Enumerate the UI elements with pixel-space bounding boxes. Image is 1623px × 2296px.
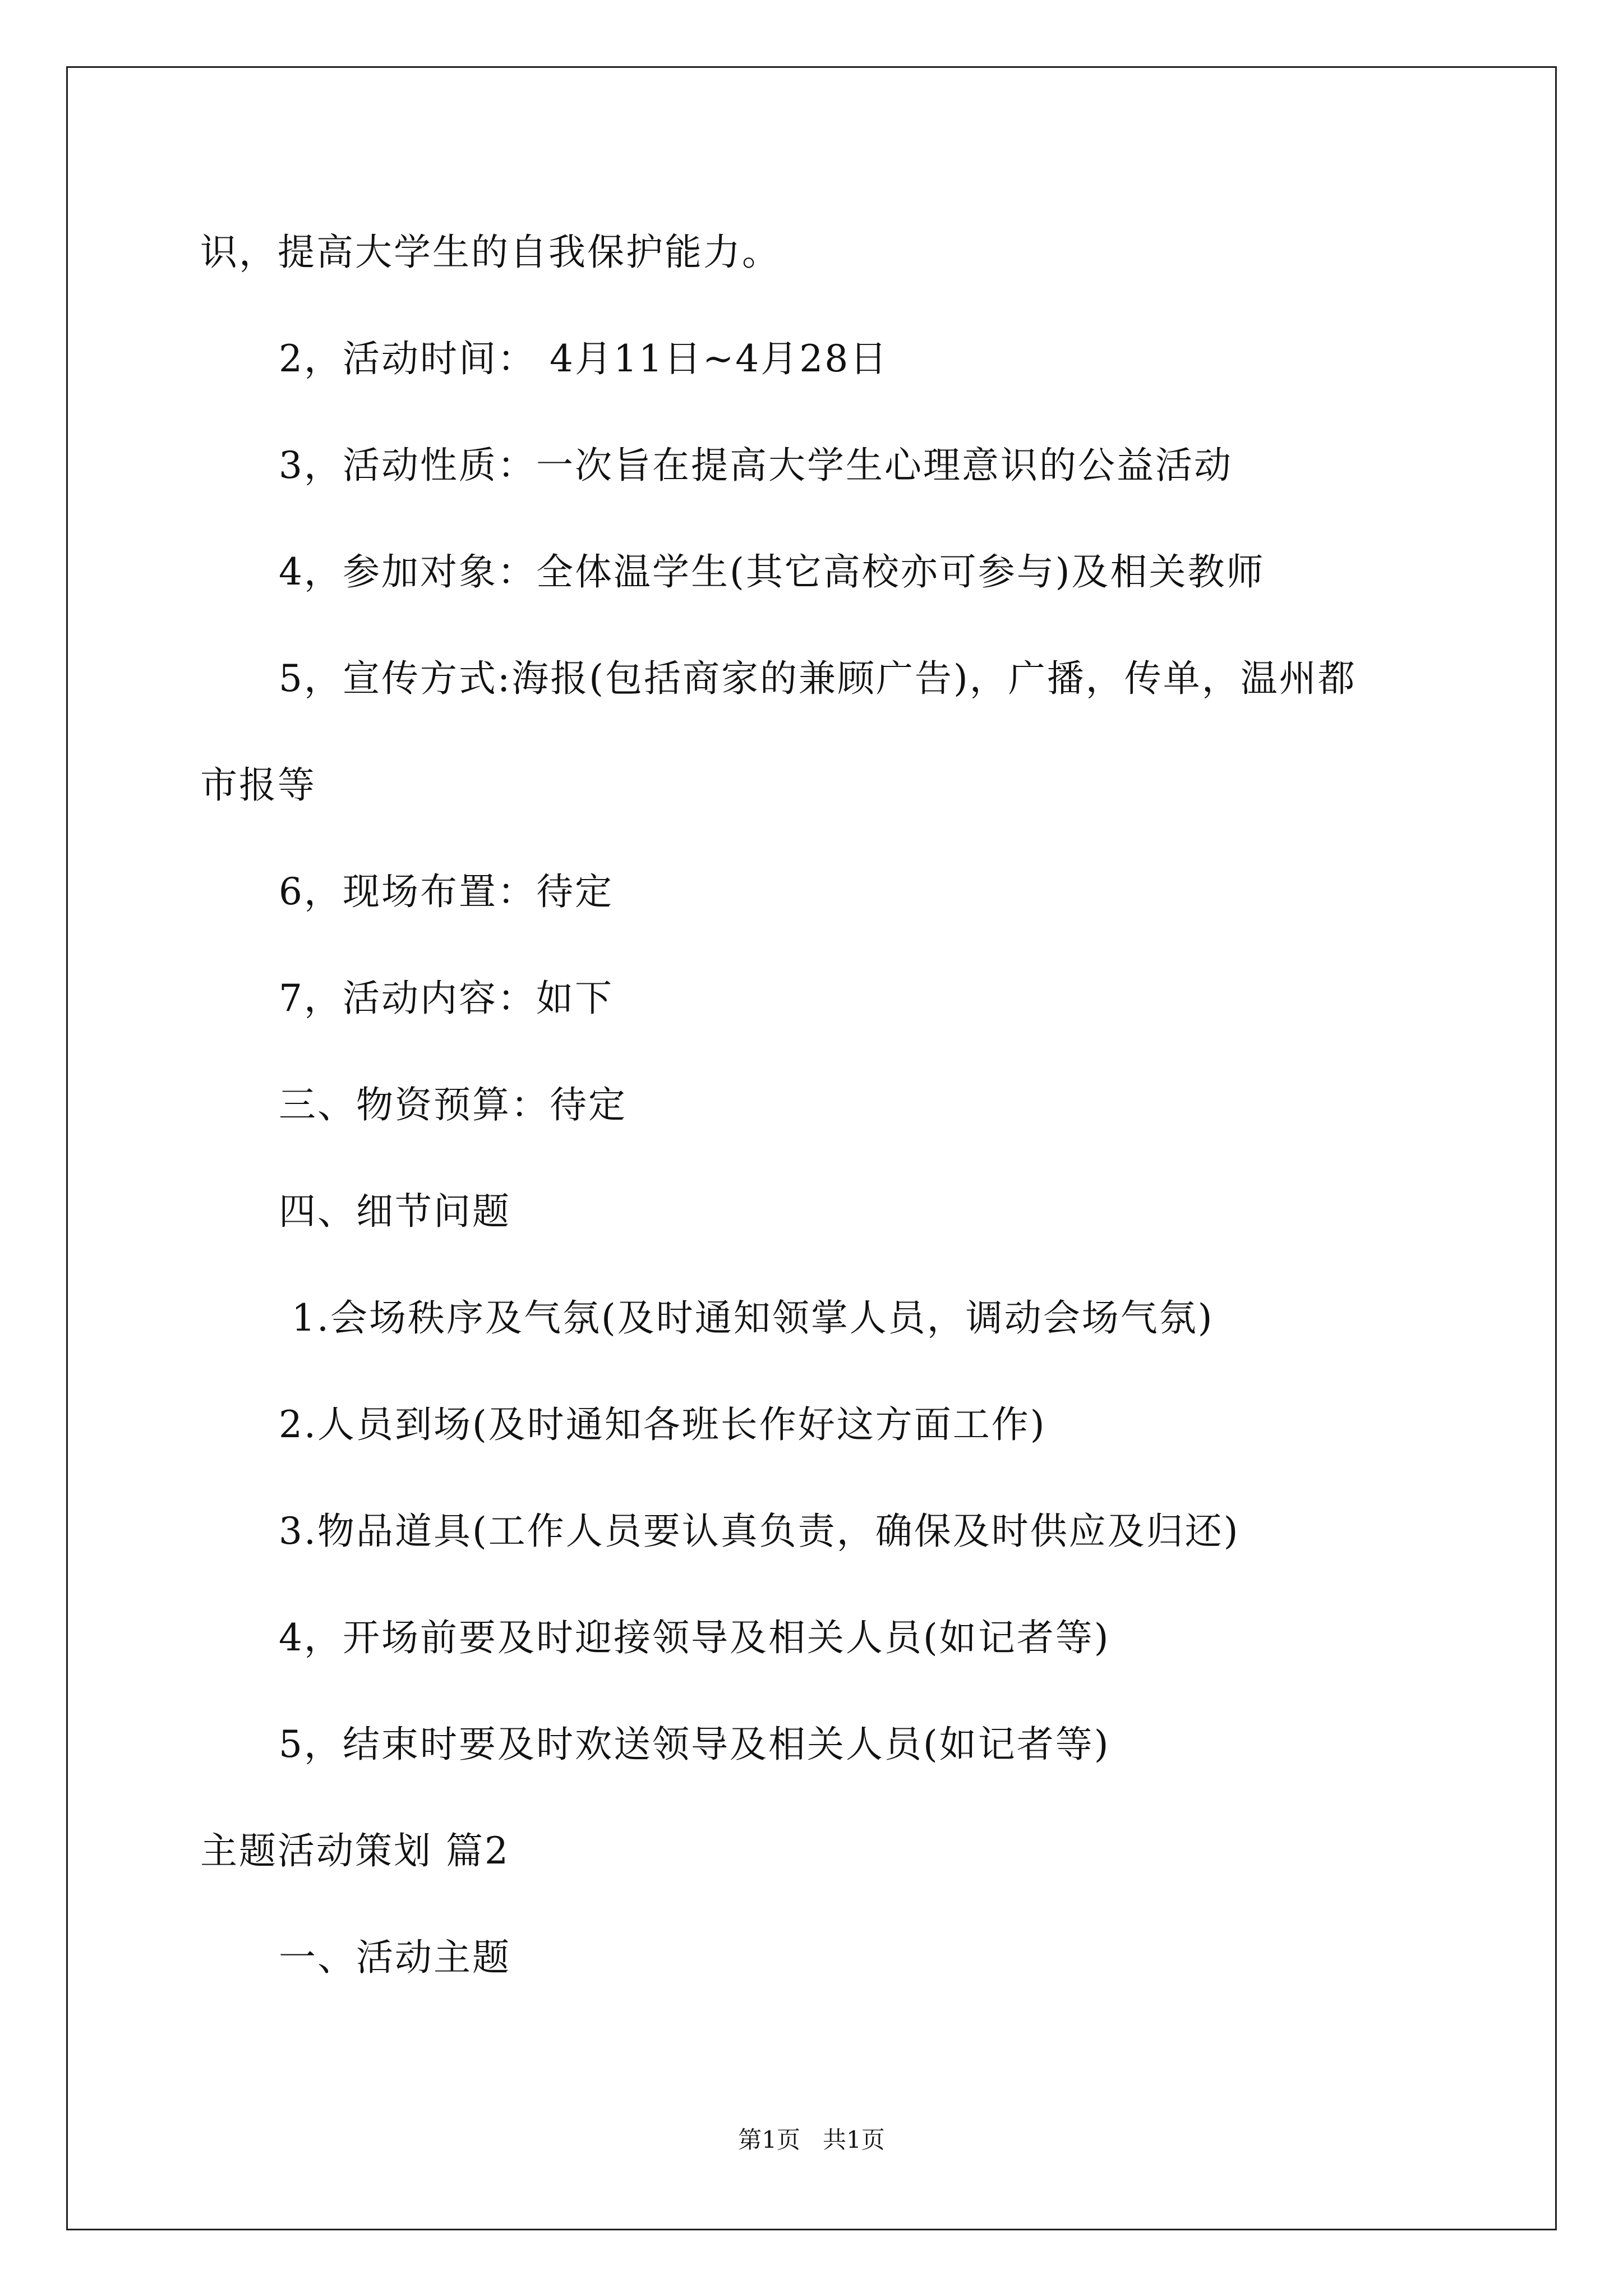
page-footer: [0, 2122, 1623, 2155]
paragraph-line: 市报等: [200, 763, 316, 807]
paragraph-line: 3.物品道具(工作人员要认真负责，确保及时供应及归还): [279, 1510, 1240, 1553]
paragraph-line: 2.人员到场(及时通知各班长作好这方面工作): [279, 1403, 1046, 1446]
paragraph-line: 1.会场秩序及气氛(及时通知领掌人员，调动会场气氛): [292, 1296, 1214, 1340]
paragraph-line: 3，活动性质：一次旨在提高大学生心理意识的公益活动: [279, 444, 1233, 487]
paragraph-line: 4，开场前要及时迎接领导及相关人员(如记者等): [279, 1616, 1110, 1659]
paragraph-line: 7，活动内容：如下: [279, 977, 614, 1020]
paragraph-line: 识，提高大学生的自我保护能力。: [200, 231, 781, 274]
section-heading: 三、物资预算：待定: [279, 1083, 627, 1126]
document-title: 主题活动策划 篇2: [200, 1829, 510, 1872]
section-heading: 四、细节问题: [279, 1190, 511, 1233]
page-border: [66, 66, 1557, 2230]
paragraph-line: 6，现场布置：待定: [279, 870, 614, 913]
paragraph-line: 2，活动时间： 4月11日~4月28日: [279, 337, 889, 380]
section-heading: 一、活动主题: [279, 1936, 511, 1979]
paragraph-line: 4，参加对象：全体温学生(其它高校亦可参与)及相关教师: [279, 550, 1265, 593]
paragraph-line: 5，宣传方式:海报(包括商家的兼顾广告)，广播，传单，温州都: [279, 657, 1357, 700]
page-number: 第1页 共1页: [738, 2126, 885, 2154]
paragraph-line: 5，结束时要及时欢送领导及相关人员(如记者等): [279, 1723, 1110, 1766]
